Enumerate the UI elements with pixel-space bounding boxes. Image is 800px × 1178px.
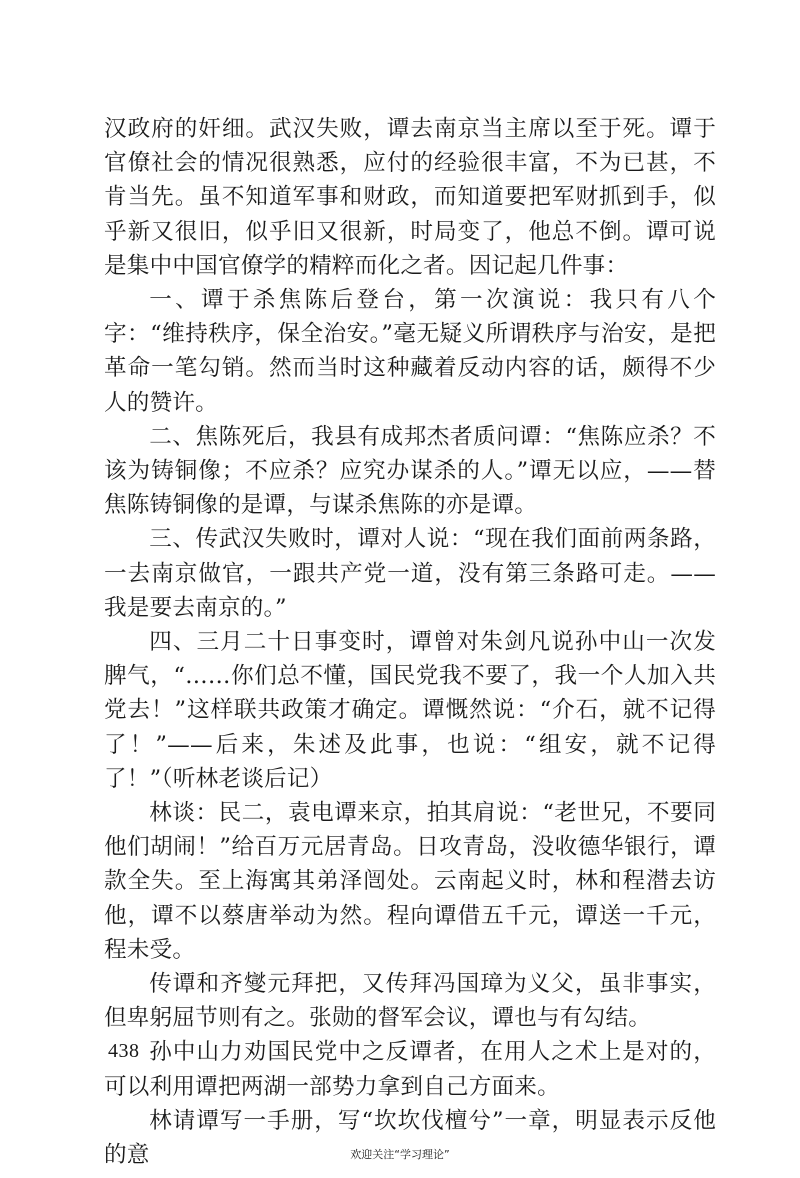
paragraph-7: 传谭和齐燮元拜把，又传拜冯国璋为义父，虽非事实，但卑躬屈节则有之。张勋的督军会议，谭也与有勾结。	[104, 971, 716, 1032]
paragraph-1: 汉政府的奸细。武汉失败，谭去南京当主席以至于死。谭于官僚社会的情况很熟悉，应付的经验很丰富，不为已甚，不肯当先。虽不知道军事和财政，而知道要把军财抓到手，似乎新又很旧，似乎旧又很新，时局变了，他总不倒。谭可说是集中中国官僚学的精粹而化之者。因记起几件事：	[104, 116, 716, 279]
paragraph-5: 四、三月二十日事变时，谭曾对朱剑凡说孙中山一次发脾气，“……你们总不懂，国民党我不要了，我一个人加入共党去！”这样联共政策才确定。谭慨然说：“介石，就不记得了！”——后来，朱述及此事，也说：“组安，就不记得了！”（听林老谈后记）	[104, 629, 716, 792]
page-number: 438	[108, 1040, 140, 1062]
footer-note: 欢迎关注“学习理论”	[350, 1148, 450, 1161]
paragraph-8: 孙中山力劝国民党中之反谭者，在用人之术上是对的，可以利用谭把两湖一部势力拿到自己方面来。	[104, 1039, 716, 1100]
paragraph-2: 一、谭于杀焦陈后登台，第一次演说：我只有八个字：“维持秩序，保全治安。”毫无疑义所谓秩序与治安，是把革命一笔勾销。然而当时这种藏着反动内容的话，颇得不少人的赞许。	[104, 287, 716, 416]
paragraph-4: 三、传武汉失败时，谭对人说：“现在我们面前两条路，一去南京做官，一跟共产党一道，没有第三条路可走。——我是要去南京的。”	[104, 526, 716, 621]
paragraph-9: 林请谭写一手册，写“坎坎伐檀兮”一章，明显表示反他的意	[104, 1107, 716, 1169]
paragraph-6: 林谈：民二，袁电谭来京，拍其肩说：“老世兄，不要同他们胡闹！”给百万元居青岛。日攻青岛，没收德华银行，谭款全失。至上海寓其弟泽闿处。云南起义时，林和程潜去访他，谭不以蔡唐举动为然。程向谭借五千元，谭送一千元，程未受。	[104, 800, 716, 963]
document-body	[104, 112, 716, 1172]
paragraph-3: 二、焦陈死后，我县有成邦杰者质问谭：“焦陈应杀？不该为铸铜像；不应杀？应究办谋杀的人。”谭无以应，——替焦陈铸铜像的是谭，与谋杀焦陈的亦是谭。	[104, 423, 716, 519]
